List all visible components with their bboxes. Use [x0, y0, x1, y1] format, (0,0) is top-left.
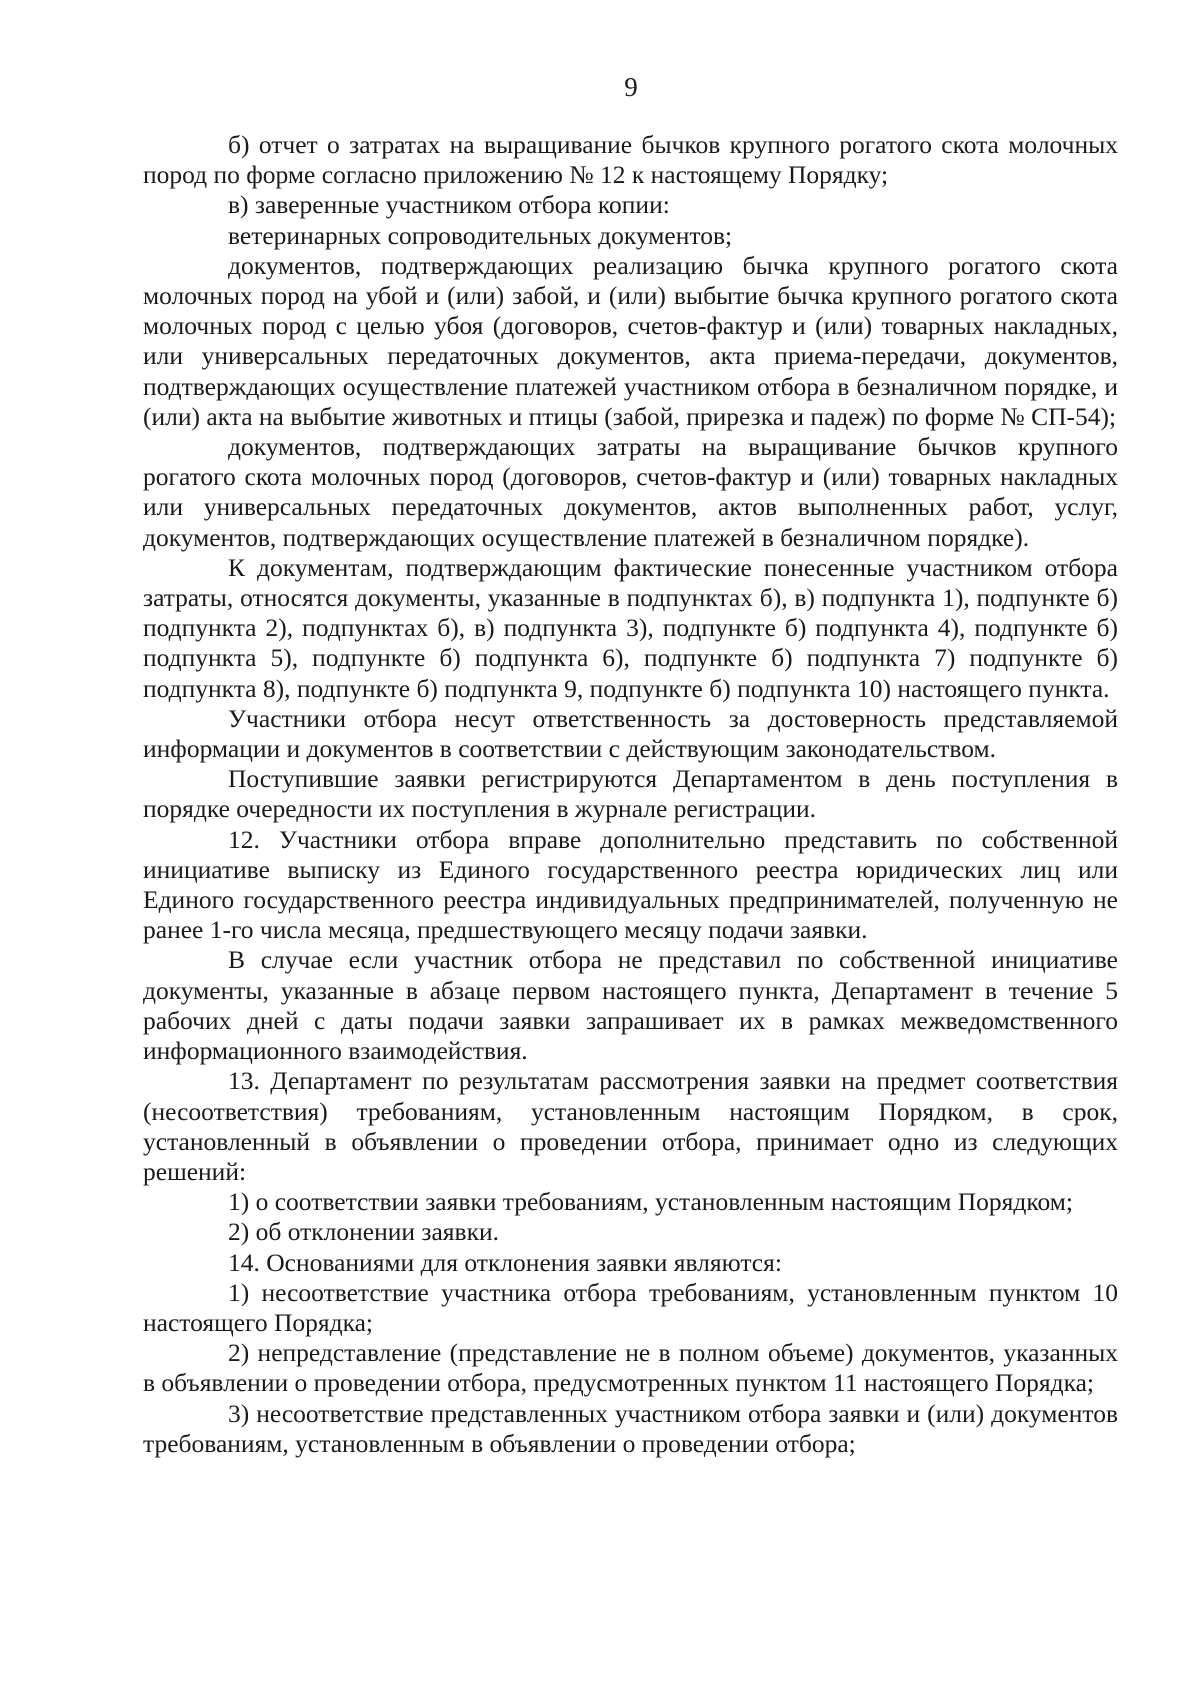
page-number: 9 — [624, 72, 638, 102]
paragraph: 12. Участники отбора вправе дополнительно представить по собственной инициативе выписку из Единого государственного реестра юридических лиц или Единого государственного реестра индивидуальных предпринимателей, полученную не ранее 1-го числа месяца, предшествующего месяцу подачи заявки. — [143, 824, 1118, 945]
paragraph: документов, подтверждающих затраты на выращивание бычков крупного рогатого скота молочных пород (договоров, счетов-фактур и (или) товарных накладных или универсальных передаточных документов, актов выполненных работ, услуг, документов, подтверждающих осуществление платежей в безналичном порядке). — [143, 432, 1118, 552]
paragraph: 2) непредставление (представление не в полном объеме) документов, указанных в объявлении о проведении отбора, предусмотренных пунктом 11 настоящего Порядка; — [143, 1338, 1118, 1398]
paragraph: 3) несоответствие представленных участником отбора заявки и (или) документов требованиям, установленным в объявлении о проведении отбора; — [143, 1398, 1118, 1458]
paragraph: К документам, подтверждающим фактические понесенные участником отбора затраты, относятся документы, указанные в подпунктах б), в) подпункта 1), подпункте б) подпункта 2), подпунктах б), в) подпункта 3), подпункте б) подпункта 4), подпункте б) подпункта 5), подпункте б) подпункта 6), подпункте б) подпункта 7) подпункте б) подпункта 8), подпункте б) подпункта 9, подпункте б) подпункта 10) настоящего пункта. — [143, 552, 1118, 703]
paragraph: Участники отбора несут ответственность за достоверность представляемой информации и документов в соответствии с действующим законодательством. — [143, 703, 1118, 764]
paragraph: б) отчет о затратах на выращивание бычков крупного рогатого скота молочных пород по форме согласно приложению № 12 к настоящему Порядку; — [143, 130, 1118, 190]
paragraph: ветеринарных сопроводительных документов; — [228, 220, 733, 250]
paragraph: в) заверенные участником отбора копии: — [228, 190, 670, 220]
paragraph: 1) несоответствие участника отбора требованиям, установленным пунктом 10 настоящего Порядка; — [143, 1277, 1118, 1337]
paragraph: В случае если участник отбора не представил по собственной инициативе документы, указанные в абзаце первом настоящего пункта, Департамент в течение 5 рабочих дней с даты подачи заявки запрашивает их в рамках межведомственного информационного взаимодействия. — [143, 945, 1118, 1066]
paragraph: Поступившие заявки регистрируются Департаментом в день поступления в порядке очередности их поступления в журнале регистрации. — [143, 764, 1118, 824]
paragraph: 13. Департамент по результатам рассмотрения заявки на предмет соответствия (несоответствия) требованиям, установленным настоящим Порядком, в срок, установленный в объявлении о проведении отбора, принимает одно из следующих решений: — [143, 1066, 1118, 1186]
paragraph: 2) об отклонении заявки. — [228, 1217, 499, 1247]
document-body — [143, 130, 1118, 1459]
paragraph: 1) о соответствии заявки требованиям, установленным настоящим Порядком; — [228, 1187, 1073, 1217]
paragraph: 14. Основаниями для отклонения заявки являются: — [228, 1247, 782, 1277]
paragraph: документов, подтверждающих реализацию бычка крупного рогатого скота молочных пород на убой и (или) забой, и (или) выбытие бычка крупного рогатого скота молочных пород с целью убоя (договоров, счетов-фактур и (или) товарных накладных, или универсальных передаточных документов, акта приема-передачи, документов, подтверждающих осуществление платежей участником отбора в безналичном порядке, и (или) акта на выбытие животных и птицы (забой, прирезка и падеж) по форме № СП-54); — [143, 250, 1118, 431]
